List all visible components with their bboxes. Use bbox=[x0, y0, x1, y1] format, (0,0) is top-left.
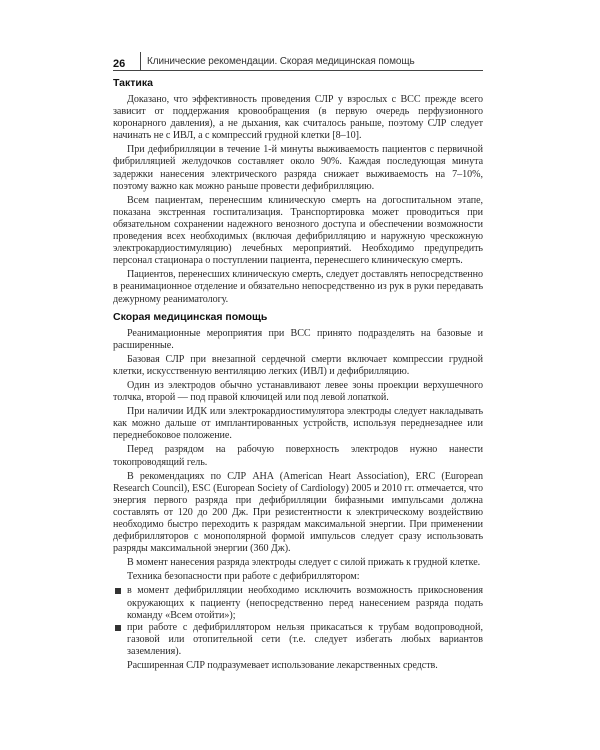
paragraph-closing: Расширенная СЛР подразумевает использование лекарственных средств. bbox=[127, 660, 438, 672]
section-heading-emergency-care: Скорая медицинская помощь bbox=[113, 310, 268, 323]
paragraph: Реанимационные мероприятия при ВСС принято подразделять на базовые и расширенные. bbox=[113, 327, 483, 351]
page-number: 26 bbox=[113, 58, 126, 70]
paragraph: Базовая СЛР при внезапной сердечной смерти включает компрессии грудной клетки, искусственную вентиляцию легких (ИВЛ) и дефибрилляцию. bbox=[113, 353, 483, 377]
square-bullet-icon bbox=[115, 588, 121, 594]
square-bullet-icon bbox=[115, 625, 121, 631]
safety-bullet-list bbox=[113, 585, 483, 658]
section-heading-tactics: Тактика bbox=[113, 77, 153, 89]
list-item-text: в момент дефибрилляции необходимо исключить возможность прикосновения окружающих к пациенту (непосредственно перед нанесением разряда подать команду «Всем отойти»); bbox=[127, 585, 483, 621]
paragraph: Перед разрядом на рабочую поверхность электродов нужно нанести токопроводящий гель. bbox=[113, 444, 483, 468]
header-divider-vertical bbox=[140, 52, 141, 70]
list-item bbox=[113, 622, 483, 658]
paragraph: В рекомендациях по СЛР AHA (American Heart Association), ERC (European Research Council), ESC (European Society of Cardiology) 2005 и 2010 гг. отмечается, что энергия первого разряда при дефибрилляции бифазными импульсами должна составлять от 120 до 200 Дж. При резистентности к электрическому воздействию необходимо быстро переходить к разрядам максимальной энергии. При применении дефибрилляторов с монополярной формой импульсов следует сразу использовать разряды максимальной энергии (360 Дж). bbox=[113, 470, 483, 555]
paragraph: При наличии ИДК или электрокардиостимулятора электроды следует накладывать как можно дальше от имплантированных устройств, используя переднезаднее или переднебоковое положение. bbox=[113, 406, 483, 442]
page-content bbox=[113, 77, 483, 674]
paragraph: Один из электродов обычно устанавливают левее зоны проекции верхушечного толчка, второй — под правой ключицей или под левой лопаткой. bbox=[113, 379, 483, 404]
running-header: Клинические рекомендации. Скорая медицинская помощь bbox=[147, 56, 415, 67]
paragraph: В момент нанесения разряда электроды следует с силой прижать к грудной клетке. bbox=[127, 557, 481, 569]
paragraph: Техника безопасности при работе с дефибриллятором: bbox=[127, 571, 360, 583]
paragraph: Доказано, что эффективность проведения СЛР у взрослых с ВСС прежде всего зависит от поддержания кровообращения (в первую очередь перфузионного коронарного давления), а не дыхания, как считалось раньше, поэтому СЛР следует начинать не с ИВЛ, а с компрессий грудной клетки [8–10]. bbox=[113, 94, 483, 142]
list-item bbox=[113, 585, 483, 621]
paragraph: Пациентов, перенесших клиническую смерть, следует доставлять непосредственно в реанимационное отделение и обязательно непосредственно из рук в руки передавать дежурному реаниматологу. bbox=[113, 269, 483, 305]
paragraph: Всем пациентам, перенесшим клиническую смерть на догоспитальном этапе, показана экстренная госпитализация. Транспортировка может проводиться при обязательном сохранении надежного венозного доступа и обеспечении возможности проведения всех необходимых (включая дефибрилляцию и наружную чрескожную электрокардиостимуляцию) лечебных мероприятий. Необходимо предупредить персонал стационара о поступлении пациента, перенесшего клиническую смерть. bbox=[113, 194, 483, 267]
list-item-text: при работе с дефибриллятором нельзя прикасаться к трубам водопроводной, газовой или отопительной сети (т.е. следует избегать любых вариантов заземления). bbox=[127, 621, 483, 657]
header-rule bbox=[113, 70, 483, 71]
paragraph: При дефибрилляции в течение 1-й минуты выживаемость пациентов с первичной фибрилляцией желудочков составляет около 90%. Каждая последующая минута задержки нанесения электрического разряда снижает выживаемость на 7–10%, поэтому важно как можно раньше провести дефибрилляцию. bbox=[113, 144, 483, 192]
